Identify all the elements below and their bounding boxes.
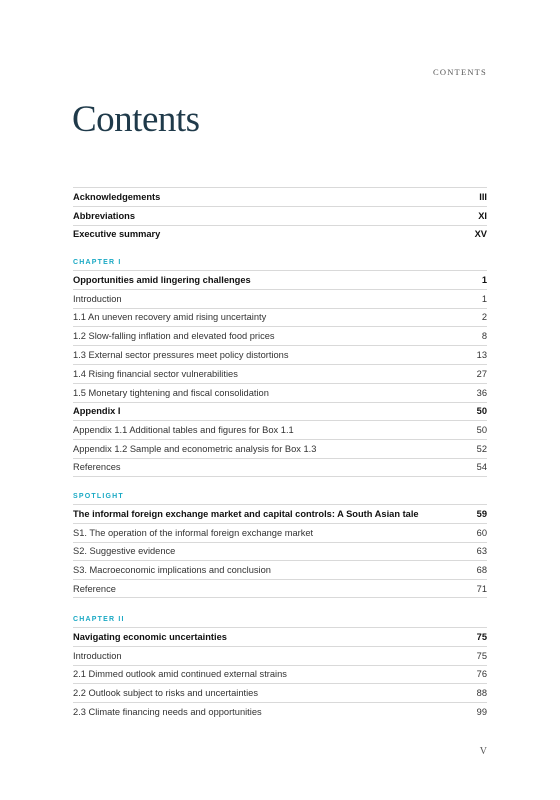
toc-entry[interactable] [73, 289, 487, 308]
toc-entry[interactable] [73, 326, 487, 345]
toc-entry-page: 68 [476, 565, 487, 576]
toc-entry-page: 59 [476, 508, 487, 519]
toc-entry[interactable] [73, 308, 487, 327]
toc-entry[interactable] [73, 458, 487, 477]
chapter-1-section [73, 256, 487, 477]
toc-entry-label: Abbreviations [73, 210, 135, 221]
toc-entry-page: 50 [476, 425, 487, 436]
page-title: Contents [72, 99, 200, 140]
toc-entry-page: XI [478, 210, 487, 221]
toc-entry[interactable] [73, 206, 487, 225]
toc-entry[interactable] [73, 402, 487, 421]
toc-entry[interactable] [73, 627, 487, 646]
toc-entry-page: 60 [476, 527, 487, 538]
toc-entry-label: Opportunities amid lingering challenges [73, 274, 251, 285]
toc-entry-page: 71 [476, 583, 487, 594]
toc-entry-label: Appendix I [73, 406, 121, 417]
toc-entry[interactable] [73, 364, 487, 383]
toc-entry-page: 52 [476, 444, 487, 455]
toc-entry-page: 63 [476, 546, 487, 557]
toc-entry-label: Reference [73, 583, 116, 594]
toc-entry-label: Appendix 1.1 Additional tables and figures for Box 1.1 [73, 425, 294, 436]
toc-entry-label: Navigating economic uncertainties [73, 631, 227, 642]
toc-entry[interactable] [73, 383, 487, 402]
toc-entry[interactable] [73, 420, 487, 439]
toc-entry-label: 2.3 Climate financing needs and opportunities [73, 707, 262, 718]
toc-entry-label: Acknowledgements [73, 191, 161, 202]
toc-entry-label: 1.4 Rising financial sector vulnerabilities [73, 368, 238, 379]
toc-entry-label: S2. Suggestive evidence [73, 546, 176, 557]
toc-entry[interactable] [73, 542, 487, 561]
toc-entry-label: S3. Macroeconomic implications and conclusion [73, 565, 271, 576]
toc-entry[interactable] [73, 504, 487, 523]
front-matter-list [73, 187, 487, 243]
toc-entry[interactable] [73, 665, 487, 684]
toc-entry[interactable] [73, 646, 487, 665]
toc-entry-page: III [479, 191, 487, 202]
toc-entry[interactable] [73, 683, 487, 702]
section-label-chapter-2: CHAPTER II [73, 616, 125, 623]
toc-entry[interactable] [73, 560, 487, 579]
toc-entry-label: 1.2 Slow-falling inflation and elevated food prices [73, 331, 275, 342]
toc-entry-label: References [73, 462, 121, 473]
toc-entry-page: 27 [476, 368, 487, 379]
toc-entry-page: 54 [476, 462, 487, 473]
toc-entry-label: 1.3 External sector pressures meet policy distortions [73, 350, 289, 361]
toc-entry-label: The informal foreign exchange market and capital controls: A South Asian tale [73, 508, 419, 519]
spotlight-section [73, 490, 487, 598]
toc-entry-page: 36 [476, 387, 487, 398]
toc-entry[interactable] [73, 579, 487, 598]
toc-entry-label: Introduction [73, 293, 122, 304]
toc-entry[interactable] [73, 523, 487, 542]
toc-entry-page: 75 [476, 631, 487, 642]
toc-entry[interactable] [73, 225, 487, 244]
chapter-2-section [73, 613, 487, 721]
toc-entry[interactable] [73, 187, 487, 206]
toc-entry-page: 88 [476, 688, 487, 699]
toc-entry-page: 13 [476, 350, 487, 361]
toc-entry-page: 50 [476, 406, 487, 417]
toc-entry-page: 75 [476, 650, 487, 661]
toc-entry-page: XV [474, 229, 487, 240]
toc-entry-label: 1.1 An uneven recovery amid rising uncertainty [73, 312, 267, 323]
toc-entry-page: 76 [476, 669, 487, 680]
toc-entry-label: S1. The operation of the informal foreign exchange market [73, 527, 314, 538]
running-head: CONTENTS [433, 67, 487, 77]
toc-entry-label: 1.5 Monetary tightening and fiscal consolidation [73, 387, 269, 398]
section-label-spotlight: SPOTLIGHT [73, 493, 124, 500]
toc-entry-label: Appendix 1.2 Sample and econometric analysis for Box 1.3 [73, 444, 317, 455]
toc-entry-label: Executive summary [73, 229, 161, 240]
toc-entry[interactable] [73, 439, 487, 458]
toc-entry[interactable] [73, 345, 487, 364]
toc-entry-page: 1 [481, 293, 487, 304]
toc-entry-page: 2 [481, 312, 487, 323]
toc-entry-label: 2.2 Outlook subject to risks and uncertainties [73, 688, 259, 699]
toc-entry-label: 2.1 Dimmed outlook amid continued external strains [73, 669, 287, 680]
toc-entry-page: 8 [481, 331, 487, 342]
toc-entry-label: Introduction [73, 650, 122, 661]
toc-entry[interactable] [73, 270, 487, 289]
toc-entry-page: 99 [476, 707, 487, 718]
toc-entry[interactable] [73, 702, 487, 721]
toc-entry-page: 1 [481, 274, 487, 285]
page-number: V [479, 746, 487, 757]
section-label-chapter-1: CHAPTER I [73, 259, 122, 266]
